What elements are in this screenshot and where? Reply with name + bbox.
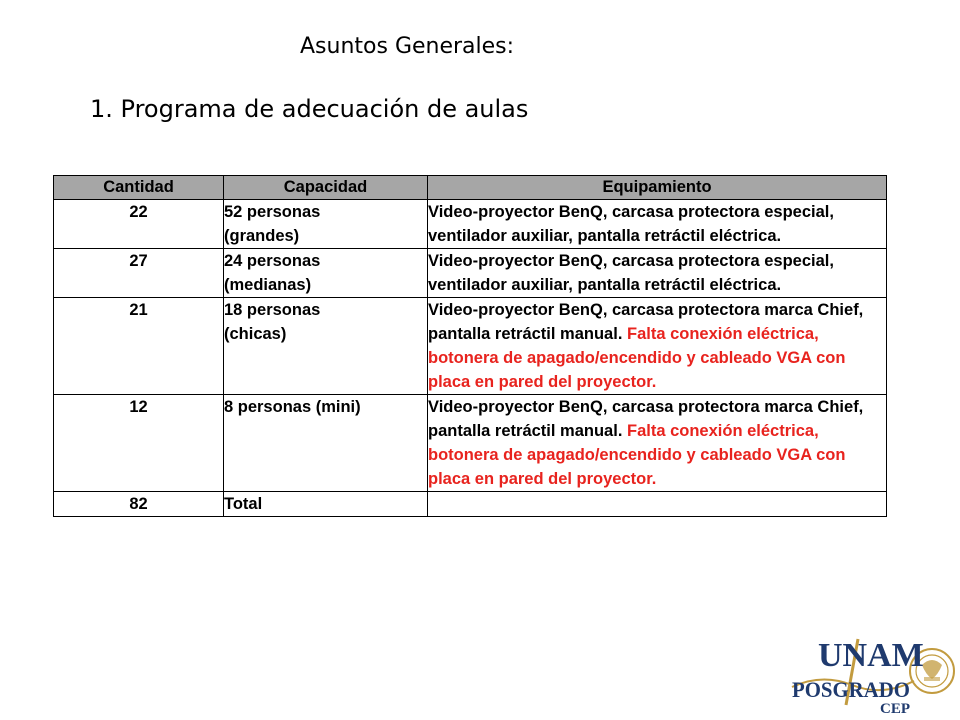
header-capacidad: Capacidad: [224, 176, 428, 200]
cell-cantidad: 21: [54, 298, 224, 395]
equipamiento-text: Video-proyector BenQ, carcasa protectora especial, ventilador auxiliar, pantalla retráctil eléctrica.: [428, 252, 834, 294]
cell-capacidad: [224, 249, 428, 298]
falta-note: Falta conexión eléctrica, botonera de apagado/encendido y cableado VGA con placa en pared del proyector.: [428, 325, 846, 391]
table-row: [54, 249, 887, 298]
equipamiento-text: Video-proyector BenQ, carcasa protectora marca Chief, pantalla retráctil manual.: [428, 398, 864, 440]
equipamiento-text: Video-proyector BenQ, carcasa protectora especial, ventilador auxiliar, pantalla retráctil eléctrica.: [428, 203, 834, 245]
cell-capacidad: [224, 298, 428, 395]
total-label: Total: [224, 492, 428, 517]
capacidad-line: 52 personas: [224, 203, 321, 221]
total-cantidad: 82: [54, 492, 224, 517]
table-row: [54, 298, 887, 395]
logo-posgrado-text: POSGRADO: [792, 677, 910, 702]
cell-equipamiento: [428, 249, 887, 298]
cell-equipamiento: [428, 298, 887, 395]
table-row: [54, 395, 887, 492]
slide-title: Asuntos Generales:: [300, 34, 515, 59]
capacidad-line: 8 personas (mini): [224, 398, 361, 416]
logo-cep-text: CEP: [880, 701, 910, 717]
unam-posgrado-logo: [788, 631, 956, 717]
logo-unam-text: UNAM: [818, 637, 924, 674]
aulas-table: [53, 175, 887, 517]
cell-equipamiento: [428, 200, 887, 249]
capacidad-line: (medianas): [224, 276, 312, 294]
cell-capacidad: [224, 395, 428, 492]
table-header-row: [54, 176, 887, 200]
capacidad-line: 18 personas: [224, 301, 321, 319]
cell-equipamiento: [428, 395, 887, 492]
cell-capacidad: [224, 200, 428, 249]
capacidad-line: 24 personas: [224, 252, 321, 270]
capacidad-line: (grandes): [224, 227, 300, 245]
cell-cantidad: 22: [54, 200, 224, 249]
slide-subtitle: 1. Programa de adecuación de aulas: [90, 95, 529, 123]
falta-note: Falta conexión eléctrica, botonera de apagado/encendido y cableado VGA con placa en pared del proyector.: [428, 422, 846, 488]
header-equipamiento: Equipamiento: [428, 176, 887, 200]
table-row: [54, 200, 887, 249]
header-cantidad: Cantidad: [54, 176, 224, 200]
total-empty-cell: [428, 492, 887, 517]
total-row: [54, 492, 887, 517]
capacidad-line: (chicas): [224, 325, 287, 343]
logo-graphic: [788, 631, 956, 717]
cell-cantidad: 12: [54, 395, 224, 492]
equipamiento-text: Video-proyector BenQ, carcasa protectora marca Chief, pantalla retráctil manual.: [428, 301, 864, 343]
cell-cantidad: 27: [54, 249, 224, 298]
